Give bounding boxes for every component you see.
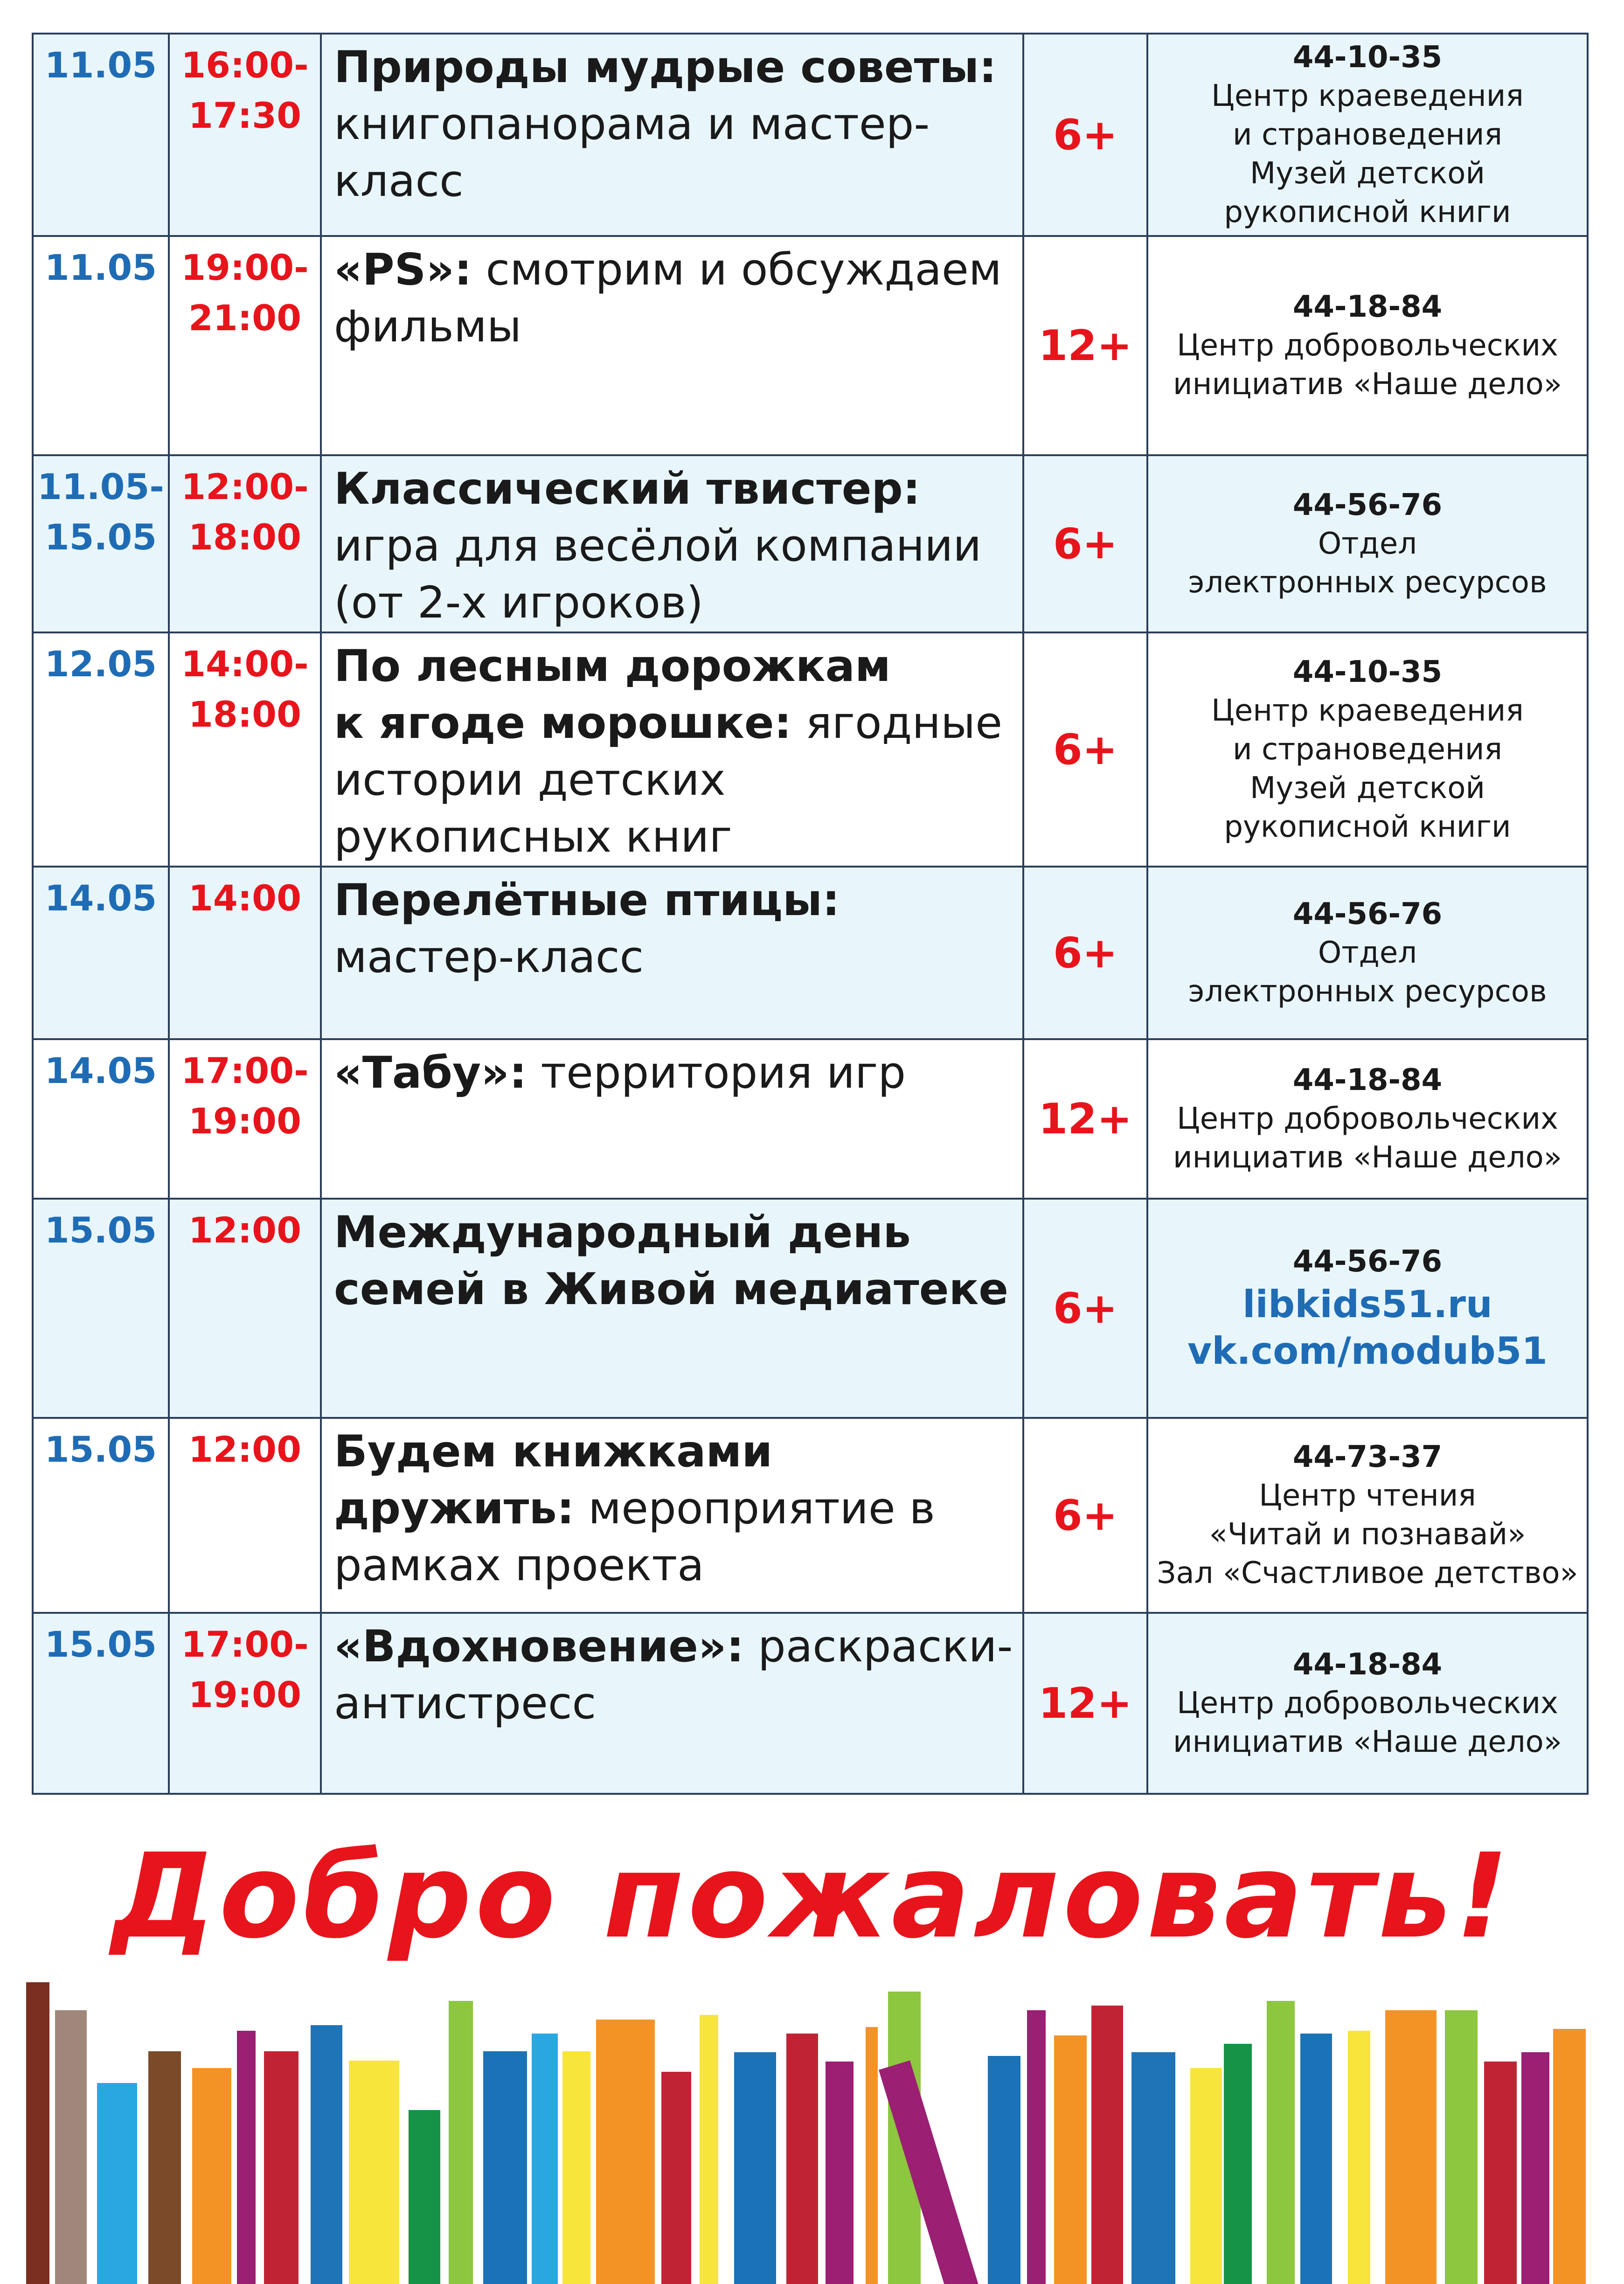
book-spine	[1445, 2010, 1478, 2284]
book-spine	[826, 2062, 854, 2284]
contact-phone: 44-56-76	[1292, 487, 1443, 522]
book-spine	[1385, 2010, 1437, 2284]
event-contact	[1147, 1418, 1588, 1613]
book-spine	[1027, 2010, 1046, 2284]
event-title-rest: игра для весёлой компании (от 2-х игроков)	[334, 521, 982, 628]
book-spine	[349, 2061, 399, 2284]
book-spine	[1348, 2031, 1370, 2284]
event-date: 15.05	[33, 1199, 169, 1418]
event-row	[33, 1199, 1588, 1418]
book-spine	[26, 1982, 49, 2284]
event-title-bold: «Вдохновение»:	[334, 1621, 744, 1672]
contact-phone: 44-18-84	[1292, 289, 1443, 324]
book-spine	[734, 2052, 776, 2284]
event-date: 15.05	[33, 1613, 169, 1794]
book-spine	[700, 2015, 718, 2284]
event-title-rest: территория игр	[541, 1048, 906, 1098]
event-title-rest: мероприятие в рамках проекта	[334, 1483, 935, 1591]
book-spine	[1054, 2035, 1087, 2284]
event-contact	[1147, 867, 1588, 1039]
event-title-bold: По лесным дорожкам к ягоде морошке:	[334, 641, 891, 749]
venue-text: Центр краеведения и страноведения Музей детской рукописной книги	[1211, 78, 1524, 229]
event-row	[33, 1613, 1588, 1794]
event-title-bold: Классический твистер:	[334, 464, 921, 514]
event-title-bold: Международный день семей в Живой медиатеке	[334, 1207, 1009, 1315]
event-time: 12:00- 18:00	[169, 455, 321, 632]
book-spine	[1131, 2052, 1175, 2284]
venue-text: Центр чтения «Читай и познавай» Зал «Счастливое детство»	[1157, 1479, 1578, 1590]
book-spine	[449, 2001, 473, 2284]
venue-text: Отдел электронных ресурсов	[1188, 935, 1547, 1009]
book-spine	[596, 2020, 655, 2284]
age-rating: 12+	[1023, 236, 1147, 455]
book-spine	[311, 2025, 342, 2284]
contact-phone: 44-18-84	[1292, 1062, 1443, 1097]
age-rating: 12+	[1023, 1039, 1147, 1199]
contact-link[interactable]: vk.com/modub51	[1187, 1329, 1548, 1373]
event-time: 17:00- 19:00	[169, 1613, 321, 1794]
book-spine	[532, 2034, 558, 2284]
book-spine	[1484, 2062, 1517, 2284]
event-title-rest: смотрим и обсуждаем фильмы	[334, 244, 1002, 352]
age-rating: 6+	[1023, 1418, 1147, 1613]
event-title-rest: мастер-класс	[334, 932, 644, 983]
event-time: 17:00- 19:00	[169, 1039, 321, 1199]
event-row	[33, 34, 1588, 236]
age-rating: 6+	[1023, 1199, 1147, 1418]
venue-text: Центр добровольческих инициатив «Наше дело»	[1173, 328, 1562, 402]
event-title	[321, 34, 1023, 236]
book-spine	[866, 2027, 878, 2284]
event-time: 14:00	[169, 867, 321, 1039]
book-spine	[483, 2051, 527, 2284]
event-title	[321, 1039, 1023, 1199]
book-spine	[55, 2010, 87, 2284]
event-date: 14.05	[33, 867, 169, 1039]
event-row	[33, 632, 1588, 867]
book-spine	[1190, 2068, 1222, 2284]
event-title	[321, 632, 1023, 867]
event-row	[33, 1418, 1588, 1613]
event-date: 15.05	[33, 1418, 169, 1613]
event-time: 16:00- 17:30	[169, 34, 321, 236]
event-title-rest: ягодные истории детских рукописных книг	[334, 698, 1003, 862]
venue-text: Центр краеведения и страноведения Музей детской рукописной книги	[1211, 693, 1524, 844]
age-rating: 6+	[1023, 34, 1147, 236]
event-date: 12.05	[33, 632, 169, 867]
book-spine	[97, 2083, 137, 2284]
event-row	[33, 236, 1588, 455]
book-spine	[988, 2056, 1020, 2284]
event-title	[321, 455, 1023, 632]
event-title-bold: Природы мудрые советы:	[334, 42, 997, 93]
event-date: 11.05	[33, 236, 169, 455]
venue-text: Центр добровольческих инициатив «Наше дело»	[1173, 1686, 1562, 1759]
event-title-rest: книгопанорама и мастер-класс	[334, 99, 930, 207]
event-title	[321, 1418, 1023, 1613]
contact-phone: 44-10-35	[1292, 40, 1443, 75]
contact-phone: 44-56-76	[1292, 1244, 1443, 1279]
event-contact	[1147, 236, 1588, 455]
event-title-rest: раскраски-антистресс	[334, 1621, 1013, 1729]
events-table	[32, 33, 1589, 1795]
event-row	[33, 867, 1588, 1039]
event-title-bold: «Табу»:	[334, 1048, 527, 1098]
event-contact	[1147, 455, 1588, 632]
event-time: 12:00	[169, 1418, 321, 1613]
contact-phone: 44-10-35	[1292, 654, 1443, 689]
book-spine	[786, 2034, 818, 2284]
event-time: 14:00- 18:00	[169, 632, 321, 867]
event-title	[321, 867, 1023, 1039]
event-time: 19:00- 21:00	[169, 236, 321, 455]
book-spine	[264, 2051, 298, 2284]
event-title-bold: Будем книжками дружить:	[334, 1426, 773, 1534]
book-spine	[1521, 2052, 1549, 2284]
book-spine	[148, 2051, 181, 2284]
age-rating: 6+	[1023, 455, 1147, 632]
contact-phone: 44-56-76	[1292, 896, 1443, 931]
book-spine	[661, 2072, 691, 2284]
event-title	[321, 236, 1023, 455]
event-date: 11.05	[33, 34, 169, 236]
book-spine	[409, 2110, 440, 2284]
book-spine	[1553, 2029, 1586, 2284]
book-spine	[237, 2031, 256, 2284]
event-time: 12:00	[169, 1199, 321, 1418]
venue-text: Отдел электронных ресурсов	[1188, 526, 1547, 600]
event-row	[33, 1039, 1588, 1199]
contact-phone: 44-18-84	[1292, 1647, 1443, 1682]
book-spine	[562, 2051, 590, 2284]
age-rating: 6+	[1023, 867, 1147, 1039]
book-spine	[1091, 2006, 1123, 2284]
event-title	[321, 1613, 1023, 1794]
event-contact	[1147, 34, 1588, 236]
event-title-bold: «PS»:	[334, 244, 472, 295]
welcome-heading: Добро пожаловать!	[111, 1828, 1513, 1964]
book-spine	[1300, 2034, 1332, 2284]
event-date: 11.05- 15.05	[33, 455, 169, 632]
book-spine	[1267, 2001, 1295, 2284]
book-spine	[192, 2068, 231, 2284]
books-decoration	[0, 1982, 1624, 2284]
contact-link[interactable]: libkids51.ru	[1242, 1282, 1492, 1326]
event-date: 14.05	[33, 1039, 169, 1199]
event-contact	[1147, 1199, 1588, 1418]
age-rating: 6+	[1023, 632, 1147, 867]
event-title-bold: Перелётные птицы:	[334, 875, 840, 926]
book-spine	[1224, 2044, 1252, 2284]
contact-phone: 44-73-37	[1292, 1440, 1443, 1474]
event-row	[33, 455, 1588, 632]
event-title	[321, 1199, 1023, 1418]
venue-text: Центр добровольческих инициатив «Наше дело»	[1173, 1101, 1562, 1175]
age-rating: 12+	[1023, 1613, 1147, 1794]
event-contact	[1147, 632, 1588, 867]
event-contact	[1147, 1039, 1588, 1199]
event-contact	[1147, 1613, 1588, 1794]
